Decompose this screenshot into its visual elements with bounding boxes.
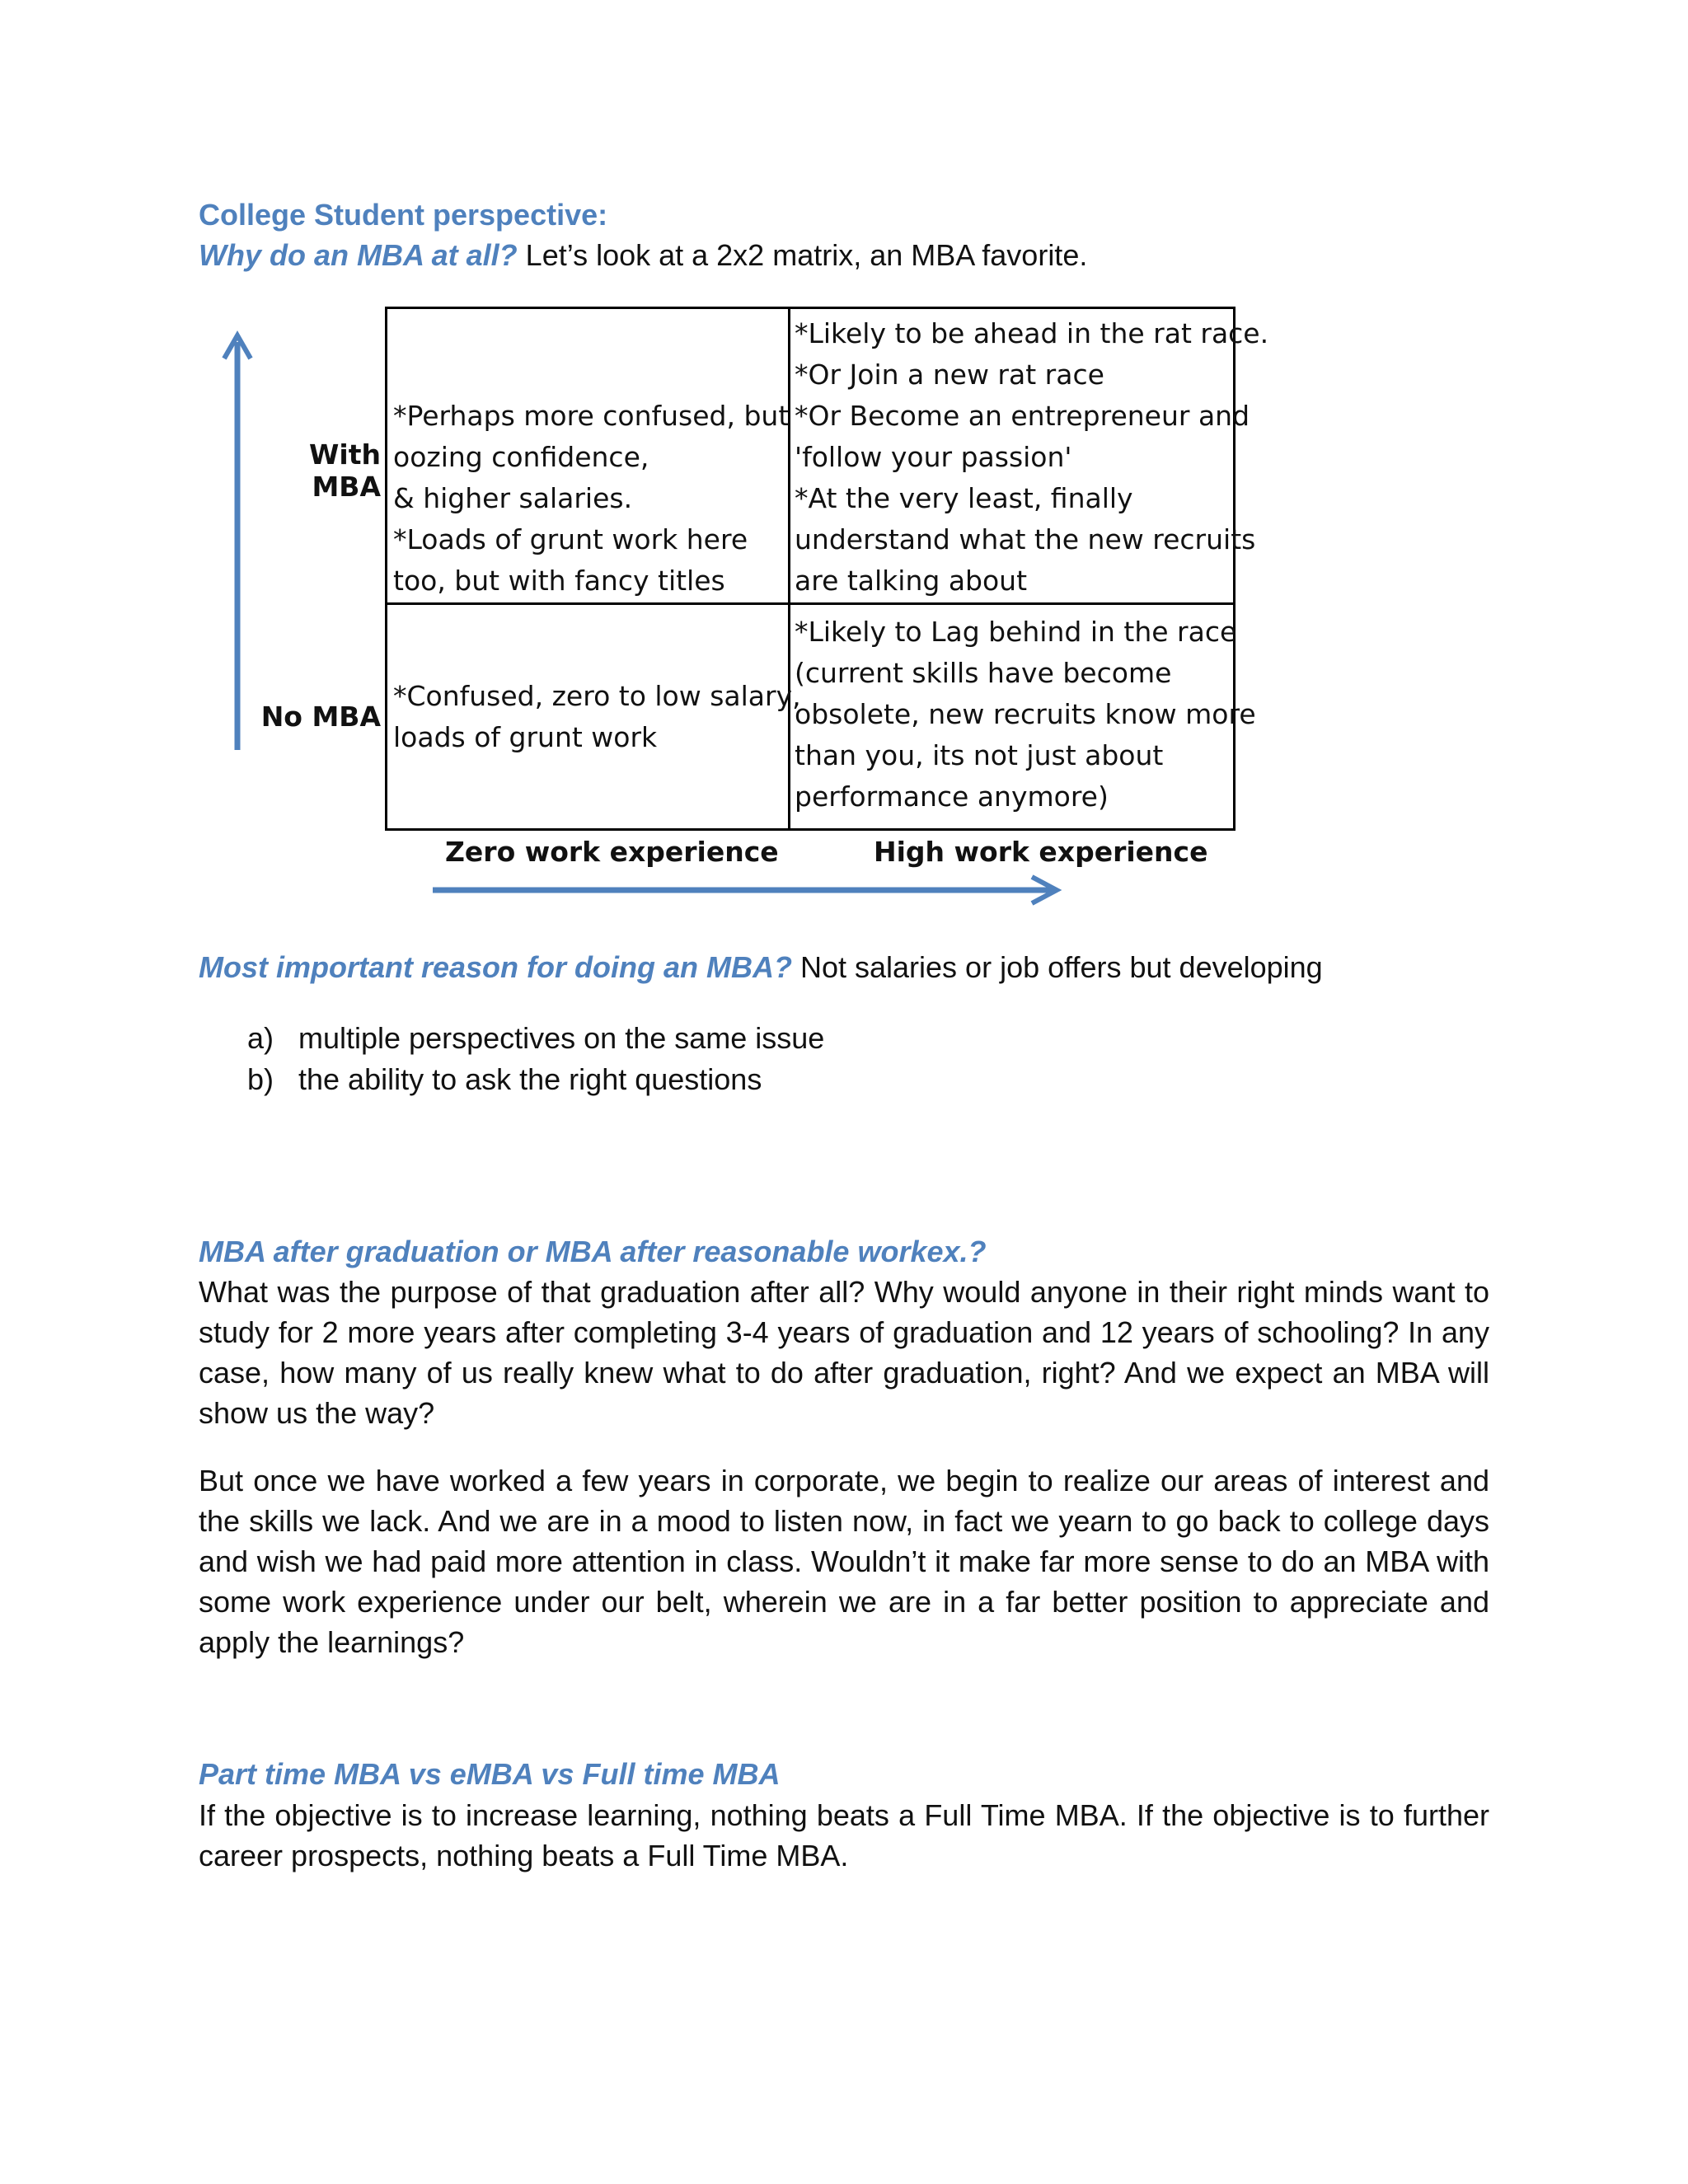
matrix-grid — [385, 307, 1269, 831]
graduation-paragraph-1: What was the purpose of that graduation after all? Why would anyone in their right minds want to study for 2 more years after completing 3-4 years of graduation and 12 years of schooling? In any case, how many of us really knew what to do after graduation, right? And we expect an MBA will show us the way? — [199, 1275, 1489, 1430]
cell-with-mba-zero-experience: *Perhaps more confused, but oozing confidence, & higher salaries. *Loads of grunt work here too, but with fancy titles — [393, 400, 790, 597]
cell-no-mba-high-experience: *Likely to Lag behind in the race (current skills have become obsolete, new recruits know more than you, its not just about performance anymore) — [795, 616, 1256, 813]
section-heading-part-time: Part time MBA vs eMBA vs Full time MBA — [199, 1757, 781, 1791]
reason-line — [199, 950, 1323, 985]
reason-question: Most important reason for doing an MBA? — [199, 950, 792, 984]
section-heading-college-student: College Student perspective: — [199, 198, 608, 232]
vertical-axis-arrow — [214, 326, 264, 754]
section-heading-graduation: MBA after graduation or MBA after reasonable workex.? — [199, 1235, 987, 1268]
intro-question: Why do an MBA at all? — [199, 238, 518, 272]
column-label-zero-experience: Zero work experience — [445, 836, 779, 868]
list-item: a) multiple perspectives on the same issue — [247, 1021, 825, 1055]
cell-with-mba-high-experience: *Likely to be ahead in the rat race. *Or Join a new rat race *Or Become an entrepreneur and 'follow your passion' *At the very least, finally understand what the new recruits are talking about — [795, 317, 1269, 597]
reason-rest: Not salaries or job offers but developing — [791, 950, 1323, 984]
part-time-paragraph: If the objective is to increase learning, nothing beats a Full Time MBA. If the objective is to further career prospects, nothing beats a Full Time MBA. — [199, 1798, 1489, 1872]
intro-question-rest: Let’s look at a 2x2 matrix, an MBA favorite. — [517, 238, 1088, 272]
column-label-high-experience: High work experience — [874, 836, 1208, 868]
list-item: b) the ability to ask the right questions — [247, 1062, 762, 1096]
matrix-horizontal-divider — [387, 602, 1233, 605]
intro-line — [199, 238, 1087, 273]
graduation-paragraph-2: But once we have worked a few years in corporate, we begin to realize our areas of interest and the skills we lack. And we are in a mood to listen now, in fact we yearn to go back to college days and wish we had paid more attention in class. Wouldn’t it make far more sense to do an MBA with some work experience under our belt, wherein we are in a far better position to appreciate and apply the learnings? — [199, 1464, 1489, 1659]
cell-no-mba-zero-experience: *Confused, zero to low salary, loads of grunt work — [393, 680, 801, 753]
row-label-with-mba: With MBA — [309, 438, 381, 503]
row-label-no-mba: No MBA — [260, 701, 381, 733]
reason-list — [247, 1018, 824, 1100]
horizontal-axis-arrow — [429, 872, 1063, 908]
